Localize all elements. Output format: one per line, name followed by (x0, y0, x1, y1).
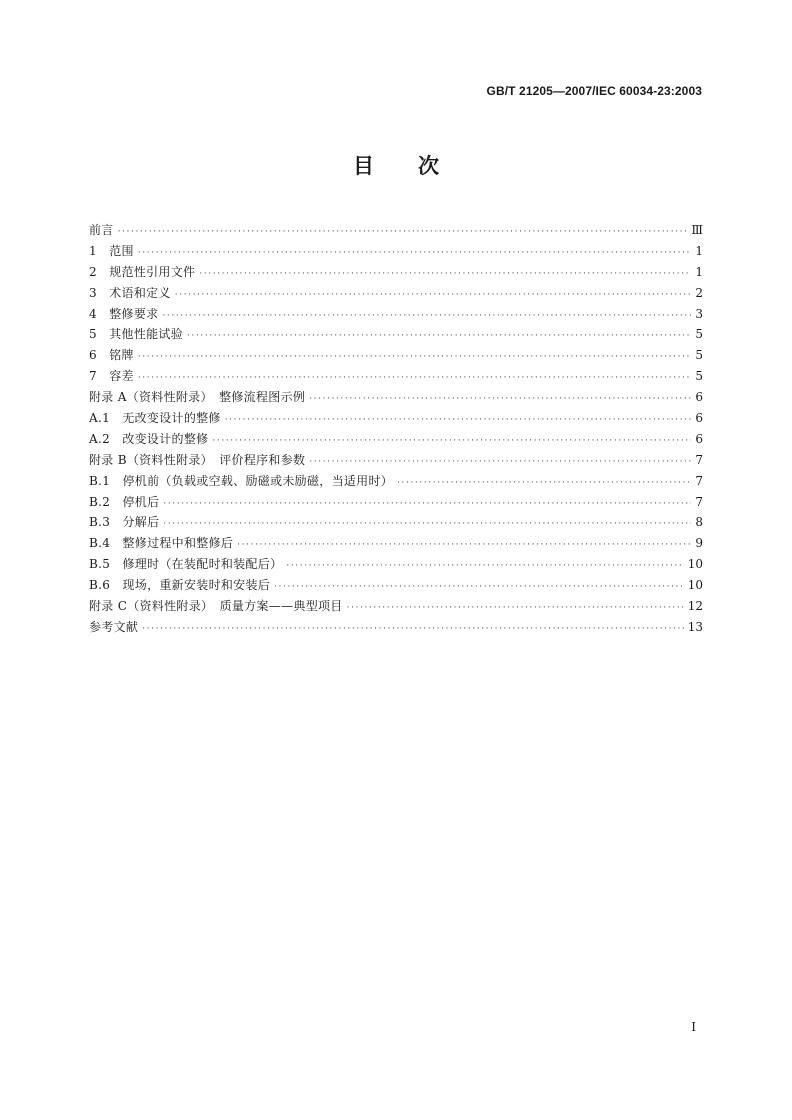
toc-entry-6[interactable] (89, 345, 703, 366)
toc-dot-leader (347, 598, 684, 619)
toc-entry-label: A.2 改变设计的整修 (89, 431, 209, 446)
toc-entry-label: 2 规范性引用文件 (89, 264, 196, 279)
toc-entry-label: B.1 停机前（负载或空载、励磁或未励磁，当适用时） (89, 473, 394, 488)
toc-entry-label: 前言 (89, 223, 114, 237)
toc-entry-bibliography[interactable] (89, 617, 703, 638)
toc-entry-label: 6 铭牌 (89, 348, 134, 363)
toc-dot-leader (274, 577, 684, 598)
title-char-2: 次 (418, 154, 439, 178)
toc-dot-leader (199, 264, 691, 285)
toc-entry-label: 1 范围 (89, 243, 134, 258)
toc-dot-leader (187, 326, 691, 347)
toc-entry-page: 12 (687, 599, 703, 614)
toc-entry-page: 2 (695, 285, 703, 300)
toc-dot-leader (309, 452, 691, 473)
toc-entry-label: B.5 修理时（在装配时和装配后） (89, 557, 283, 572)
toc-entry-page: 8 (695, 515, 703, 530)
toc-entry-page: 6 (695, 390, 703, 405)
toc-dot-leader (397, 473, 691, 494)
toc-entry-label: 附录 A（资料性附录） 整修流程图示例 (89, 390, 306, 405)
toc-entry-a2[interactable] (89, 429, 703, 450)
toc-entry-4[interactable] (89, 304, 703, 325)
toc-entry-page: 7 (695, 452, 703, 467)
toc-entry-label: 4 整修要求 (89, 306, 159, 321)
toc-entry-label: A.1 无改变设计的整修 (89, 411, 221, 426)
toc-entry-annex-b[interactable] (89, 450, 703, 471)
toc-dot-leader (286, 556, 683, 577)
toc-entry-page: Ⅲ (691, 223, 703, 237)
toc-entry-3[interactable] (89, 283, 703, 304)
toc-entry-2[interactable] (89, 262, 703, 283)
toc-entry-label: 附录 B（资料性附录） 评价程序和参数 (89, 452, 306, 467)
toc-dot-leader (138, 368, 691, 389)
toc-entry-page: 6 (695, 411, 703, 426)
toc-entry-7[interactable] (89, 366, 703, 387)
toc-entry-label: B.4 整修过程中和整修后 (89, 536, 234, 551)
toc-entry-label: 7 容差 (89, 369, 134, 384)
toc-entry-page: 1 (695, 243, 703, 258)
toc-entry-page: 3 (695, 306, 703, 321)
toc-dot-leader (118, 222, 688, 243)
table-of-contents (89, 220, 703, 638)
toc-entry-b2[interactable] (89, 492, 703, 513)
toc-entry-b6[interactable] (89, 575, 703, 596)
toc-dot-leader (163, 494, 691, 515)
toc-dot-leader (175, 285, 691, 306)
toc-entry-page: 10 (687, 557, 703, 572)
toc-entry-label: B.6 现场，重新安装时和安装后 (89, 578, 271, 593)
toc-entry-b1[interactable] (89, 471, 703, 492)
standard-code: GB/T 21205—2007/IEC 60034-23:2003 (486, 84, 702, 98)
toc-dot-leader (237, 535, 691, 556)
toc-entry-b4[interactable] (89, 533, 703, 554)
toc-entry-page: 13 (687, 619, 703, 634)
toc-entry-page: 5 (695, 327, 703, 342)
toc-dot-leader (162, 306, 691, 327)
toc-entry-label: B.3 分解后 (89, 515, 160, 530)
toc-entry-page: 10 (687, 578, 703, 593)
toc-entry-annex-c[interactable] (89, 596, 703, 617)
toc-entry-page: 5 (695, 348, 703, 363)
toc-entry-5[interactable] (89, 324, 703, 345)
page-title (0, 150, 792, 180)
toc-dot-leader (225, 410, 691, 431)
title-char-1: 目 (353, 154, 374, 178)
toc-dot-leader (309, 389, 691, 410)
toc-dot-leader (142, 619, 684, 640)
toc-entry-page: 9 (695, 536, 703, 551)
toc-dot-leader (138, 347, 691, 368)
toc-entry-page: 5 (695, 369, 703, 384)
toc-dot-leader (212, 431, 691, 452)
toc-entry-page: 7 (695, 494, 703, 509)
toc-entry-page: 1 (695, 264, 703, 279)
toc-entry-label: 参考文献 (89, 619, 139, 634)
toc-entry-page: 6 (695, 431, 703, 446)
toc-entry-label: 3 术语和定义 (89, 285, 171, 300)
toc-entry-label: B.2 停机后 (89, 494, 160, 509)
toc-entry-b3[interactable] (89, 512, 703, 533)
toc-entry-label: 附录 C（资料性附录） 质量方案——典型项目 (89, 599, 343, 614)
toc-entry-1[interactable] (89, 241, 703, 262)
toc-dot-leader (163, 514, 691, 535)
page-number: I (691, 1020, 696, 1034)
toc-entry-a1[interactable] (89, 408, 703, 429)
toc-entry-foreword[interactable] (89, 220, 703, 241)
toc-entry-b5[interactable] (89, 554, 703, 575)
toc-dot-leader (138, 243, 691, 264)
toc-entry-label: 5 其他性能试验 (89, 327, 184, 342)
toc-entry-page: 7 (695, 473, 703, 488)
toc-entry-annex-a[interactable] (89, 387, 703, 408)
